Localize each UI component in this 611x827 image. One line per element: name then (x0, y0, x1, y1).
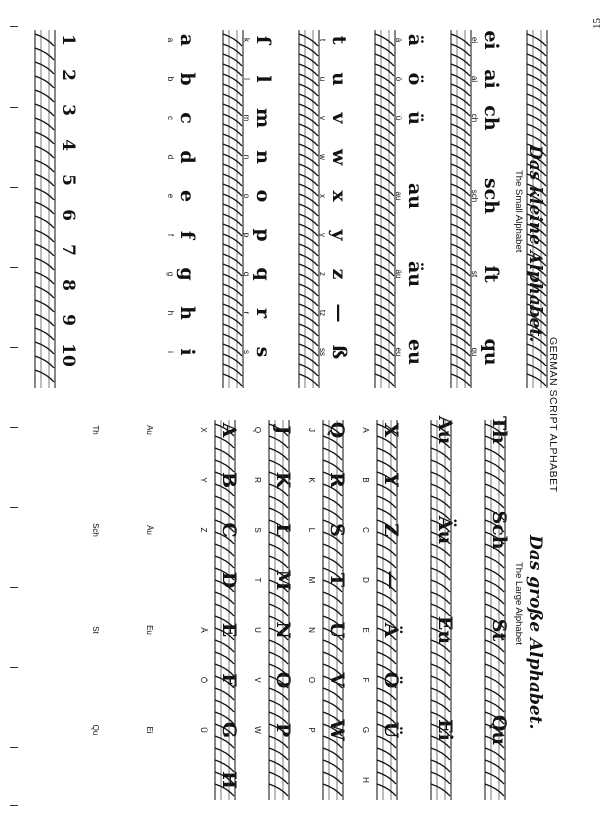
letter-label: V (253, 677, 262, 683)
script-letter: o (252, 189, 274, 203)
script-letter: U (326, 621, 348, 639)
letter-label: G (361, 726, 370, 734)
script-letter: a (176, 33, 198, 47)
letter-label: W (253, 726, 262, 734)
script-letter: p (252, 228, 274, 242)
letter-label: J (307, 428, 316, 432)
script-letter: Q (326, 421, 348, 439)
letter-label: w (318, 154, 327, 160)
letter-label: Qu (91, 724, 100, 736)
letter-label: h (166, 310, 175, 316)
letter-label: Ei (145, 726, 154, 734)
letter-label: F (361, 677, 370, 683)
script-letter: ſ (252, 35, 274, 45)
script-letter: R (326, 472, 348, 488)
script-letter: N (272, 621, 294, 639)
large-alphabet-subtitle: The Large Alphabet (513, 562, 524, 645)
letter-label: T (253, 577, 262, 583)
letter-label: z (318, 272, 327, 276)
letter-label: X (199, 427, 208, 433)
letter-label: tz (318, 309, 327, 317)
script-letter: u (328, 72, 350, 86)
script-letter: X (380, 422, 402, 438)
letter-label: E (361, 627, 370, 633)
letter-label: N (307, 627, 316, 633)
script-letter: Äu (434, 515, 456, 545)
script-letter: L (272, 523, 294, 537)
letter-label: Y (199, 477, 208, 483)
letter-label: P (307, 727, 316, 733)
letter-label: au (394, 191, 403, 201)
letter-label: Sch (91, 523, 100, 537)
script-letter: Th (488, 416, 510, 444)
script-letter: d (176, 150, 198, 164)
letter-label: Eu (145, 625, 154, 635)
script-letter: C (218, 522, 240, 538)
letter-label: s (242, 350, 251, 354)
letter-label: u (318, 76, 327, 82)
letter-label: k (242, 38, 251, 42)
script-stroke (35, 34, 54, 382)
script-stroke (223, 34, 242, 386)
script-stroke (375, 34, 394, 386)
script-letter: G (218, 721, 240, 739)
script-letter: n (252, 150, 274, 164)
letter-label: eu (394, 347, 403, 357)
letter-label: t (318, 38, 327, 42)
script-letter: q (252, 267, 274, 281)
script-letter: g (176, 267, 198, 281)
script-letter: Ü (380, 721, 402, 739)
script-letter: t (328, 35, 350, 45)
letter-label: d (166, 154, 175, 160)
small-alphabet-subtitle: The Small Alphabet (513, 170, 524, 253)
letter-label: Ü (199, 727, 208, 733)
script-letter: eu (404, 339, 426, 365)
script-letter: St (488, 618, 510, 642)
letter-label: äu (394, 269, 403, 279)
letter-label: ss (318, 348, 327, 356)
numeral: 4 (58, 139, 78, 151)
letter-label: St (91, 626, 100, 634)
script-letter: x (328, 190, 350, 202)
numeral: 1 (58, 34, 78, 46)
script-letter: ai (480, 69, 502, 89)
script-letter: M (272, 569, 294, 591)
letter-label: ei (470, 36, 479, 44)
script-letter: e (176, 189, 198, 203)
letter-label: Au (145, 425, 154, 435)
letter-label: f (166, 233, 175, 237)
letter-label: p (242, 232, 251, 238)
page-number: 15 (591, 18, 603, 29)
letter-label: ü (394, 115, 403, 121)
small-alphabet-title: Das kleine Alphabet. (525, 145, 545, 343)
script-letter: Y (380, 473, 402, 487)
letter-label: B (361, 477, 370, 483)
script-letter: m (252, 107, 274, 129)
letter-label: m (242, 114, 251, 122)
letter-label: ö (394, 76, 403, 82)
letter-label: S (253, 527, 262, 533)
script-letter: Au (434, 415, 456, 445)
letter-label: e (166, 193, 175, 199)
letter-label: y (318, 233, 327, 237)
script-letter: qu (480, 338, 502, 366)
numeral: 3 (58, 104, 78, 116)
script-stroke (527, 34, 546, 386)
script-letter: ſt (480, 265, 502, 283)
script-letter: — (380, 570, 402, 590)
numeral: 6 (58, 209, 78, 221)
letter-label: sch (470, 189, 479, 203)
script-letter: sch (480, 177, 502, 215)
letter-label: ch (470, 113, 479, 123)
script-letter: ß (328, 344, 350, 360)
script-letter: c (176, 112, 198, 124)
letter-label: U (253, 627, 262, 633)
script-letter: z (328, 268, 350, 280)
script-letter: J (272, 425, 294, 435)
letter-label: K (307, 477, 316, 483)
letter-label: Z (199, 527, 208, 533)
letter-label: D (361, 577, 370, 583)
script-letter: au (404, 182, 426, 210)
letter-label: Th (91, 425, 100, 435)
letter-label: ai (470, 75, 479, 83)
script-letter: ä (404, 33, 426, 47)
letter-label: O (307, 676, 316, 684)
script-stroke (451, 34, 470, 386)
script-letter: ei (480, 30, 502, 50)
script-letter: H (218, 771, 240, 789)
letter-label: o (242, 193, 251, 199)
script-letter: s (252, 346, 274, 358)
script-letter: B (218, 471, 240, 489)
script-letter: K (272, 471, 294, 489)
script-letter: f (176, 230, 198, 240)
letter-label: l (242, 78, 251, 80)
letter-label: r (242, 311, 251, 315)
letter-label: n (242, 154, 251, 160)
script-letter: E (218, 622, 240, 638)
letter-label: Q (253, 426, 262, 434)
letter-label: C (361, 527, 370, 533)
script-letter: Ä (380, 622, 402, 638)
script-letter: b (176, 72, 198, 86)
letter-label: c (166, 116, 175, 120)
letter-label: b (166, 76, 175, 82)
script-letter: Z (380, 523, 402, 537)
letter-label: L (307, 527, 316, 533)
letter-label: st (470, 270, 479, 278)
script-letter: y (328, 229, 350, 241)
numeral: 9 (58, 314, 78, 326)
script-letter: äu (404, 260, 426, 288)
script-letter: r (252, 307, 274, 319)
letter-label: q (242, 271, 251, 277)
numeral: 7 (58, 244, 78, 256)
script-letter: l (252, 75, 274, 83)
numeral: 5 (58, 174, 78, 186)
letter-label: i (166, 351, 175, 353)
letter-label: ä (394, 37, 403, 43)
letter-label: qu (470, 347, 479, 357)
letter-label: v (318, 116, 327, 120)
script-letter: v (328, 112, 350, 124)
script-letter: w (328, 148, 350, 166)
script-letter: A (218, 422, 240, 438)
letter-label: Ö (199, 676, 208, 684)
large-alphabet-title: Das große Alphabet. (525, 535, 545, 730)
script-letter: T (326, 572, 348, 588)
script-letter: V (326, 672, 348, 688)
script-letter: Eu (434, 615, 456, 645)
script-letter: W (326, 719, 348, 741)
letter-label: H (361, 777, 370, 783)
script-letter: Qu (488, 714, 510, 746)
letter-label: M (307, 576, 316, 584)
letter-label: g (166, 271, 175, 277)
numeral: 10 (58, 343, 78, 367)
script-letter: Ei (434, 719, 456, 741)
letter-label: A (361, 427, 370, 433)
script-letter: h (176, 306, 198, 320)
numeral: 2 (58, 69, 78, 81)
script-letter: Ö (380, 671, 402, 689)
letter-label: Ä (199, 627, 208, 633)
script-letter: ü (404, 111, 426, 125)
script-letter: i (176, 348, 198, 356)
script-letter: S (326, 523, 348, 537)
page-header: GERMAN SCRIPT ALPHABET (547, 337, 559, 493)
script-letter: F (218, 673, 240, 687)
letter-label: x (318, 194, 327, 198)
letter-label: a (166, 37, 175, 43)
script-stroke (299, 34, 318, 386)
script-letter: P (272, 722, 294, 738)
script-letter: ch (480, 105, 502, 131)
letter-label: Äu (145, 525, 154, 535)
script-letter: ö (404, 72, 426, 86)
script-letter: — (328, 303, 350, 323)
letter-label: R (253, 477, 262, 483)
script-letter: O (272, 671, 294, 689)
numeral: 8 (58, 279, 78, 291)
script-letter: Sch (488, 510, 510, 550)
script-letter: D (218, 571, 240, 589)
